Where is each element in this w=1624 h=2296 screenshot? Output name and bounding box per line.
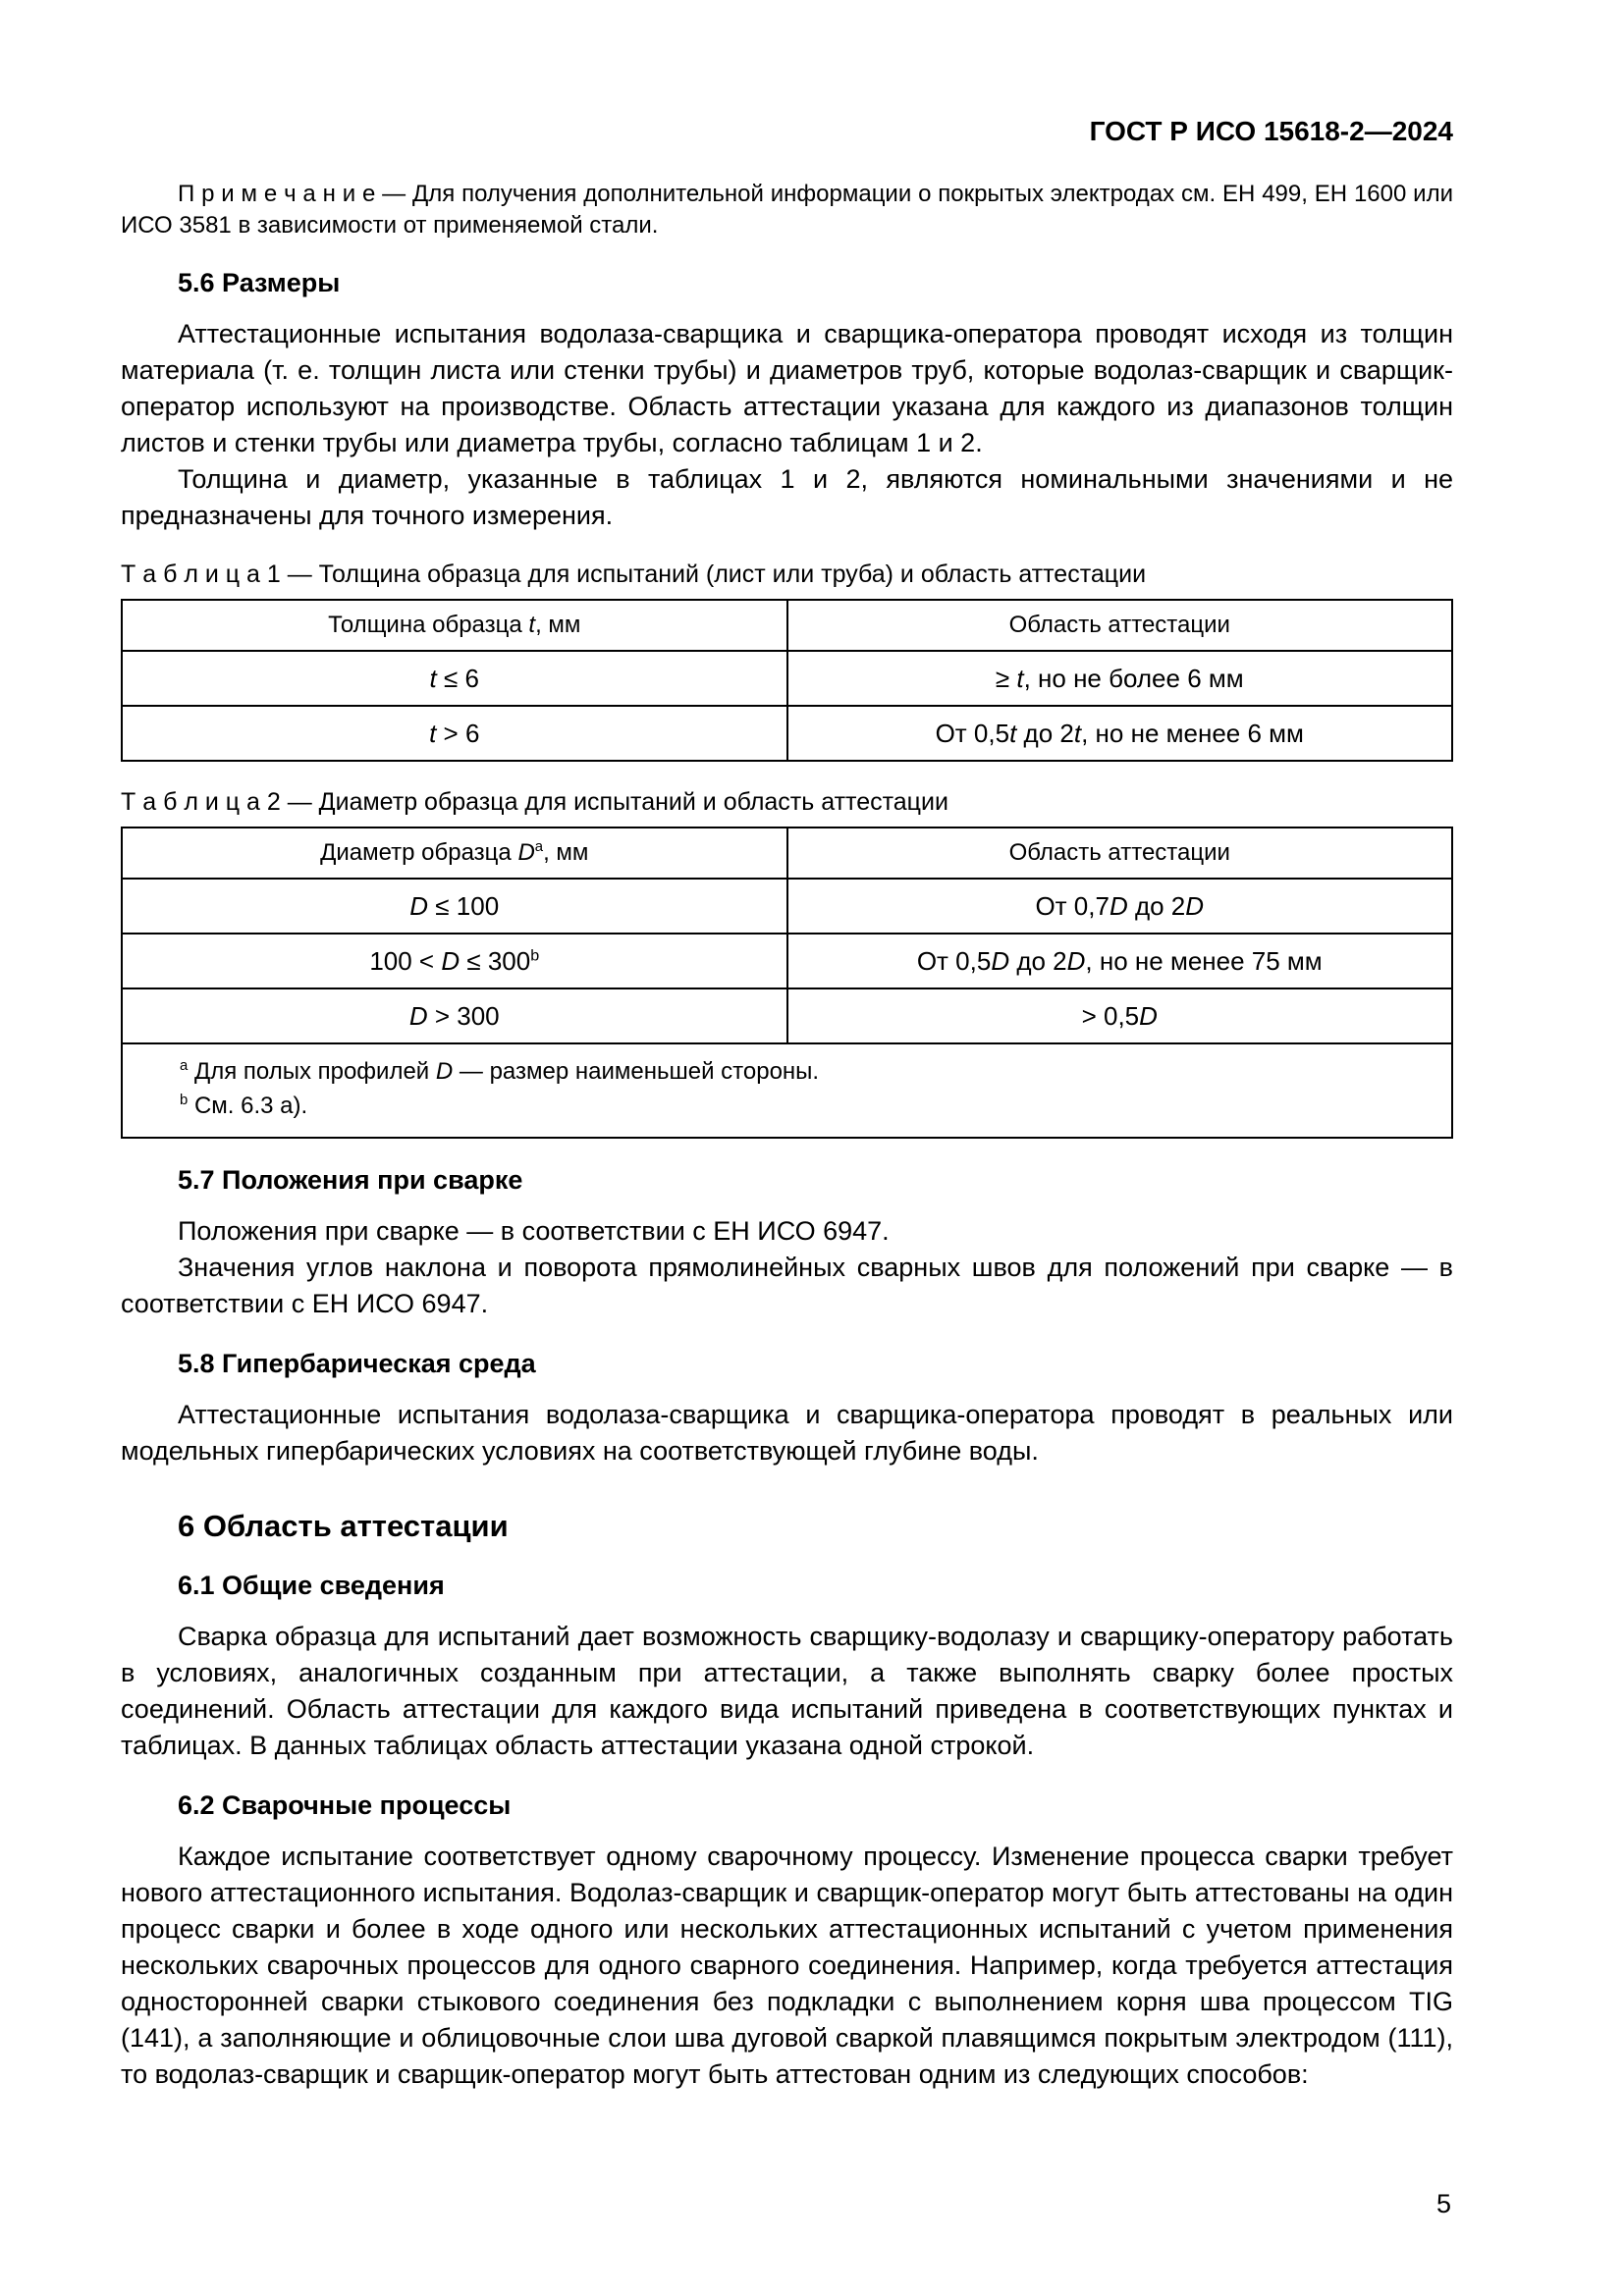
document-code-header: ГОСТ Р ИСО 15618-2—2024	[1089, 116, 1453, 146]
paragraph-5-6-1: Аттестационные испытания водолаза-сварщика и сварщика-оператора проводят исходя из толщин материала (т. е. толщин листа или стенки трубы) и диаметров труб, которые водолаз-сварщик и сварщик-оператор используют на производстве. Область аттестации указана для каждого из диапазонов толщин листов и стенки трубы или диаметра трубы, согласно таблицам 1 и 2.	[121, 319, 1453, 457]
table-2-footnotes-cell	[122, 1043, 1452, 1138]
heading-6-scope-of-qualification: 6 Область аттестации	[178, 1509, 509, 1543]
table-1-col-thickness: Толщина образца t, мм	[122, 600, 787, 651]
paragraph-5-7-1: Положения при сварке — в соответствии с ЕН ИСО 6947.	[178, 1216, 890, 1246]
table-2-cell-diameter-1: D ≤ 100	[122, 879, 787, 934]
note-paragraph: П р и м е ч а н и е — Для получения дополнительной информации о покрытых электродах см. ЕН 499, ЕН 1600 или ИСО 3581 в зависимости от применяемой стали.	[121, 181, 1453, 239]
table-row	[122, 934, 1452, 988]
table-2-cell-diameter-3: D > 300	[122, 988, 787, 1043]
table-2-footnote-b: $^b$ См. 6.3 а).	[180, 1093, 308, 1119]
paragraph-5-8-1: Аттестационные испытания водолаза-сварщика и сварщика-оператора проводят в реальных или модельных гипербарических условиях на соответствующей глубине воды.	[121, 1400, 1453, 1466]
table-row	[122, 651, 1452, 706]
table-2-col-scope: Область аттестации	[787, 828, 1453, 879]
table-1-cell-scope-1: ≥ t, но не более 6 мм	[787, 651, 1453, 706]
table-row	[122, 706, 1452, 761]
paragraph-5-7-2: Значения углов наклона и поворота прямолинейных сварных швов для положений при сварке — в соответствии с ЕН ИСО 6947.	[121, 1253, 1453, 1318]
paragraph-6-1-1: Сварка образца для испытаний дает возможность сварщику-водолазу и сварщику-оператору работать в условиях, аналогичных созданным при аттестации, а также выполнять сварку более простых соединений. Область аттестации для каждого вида испытаний приведена в соответствующих пунктах и таблицах. В данных таблицах область аттестации указана одной строкой.	[121, 1622, 1453, 1760]
table-2-header-row	[122, 828, 1452, 879]
table-footnote-row	[122, 1043, 1452, 1138]
heading-5-8-hyperbaric-environment: 5.8 Гипербарическая среда	[178, 1349, 536, 1378]
table-1-col-scope: Область аттестации	[787, 600, 1453, 651]
table-2-cell-scope-1: От 0,7D до 2D	[787, 879, 1453, 934]
table-1-caption: Т а б л и ц а 1 — Толщина образца для испытаний (лист или труба) и область аттестации	[121, 561, 1147, 588]
table-2-cell-diameter-2: $100 < D \le 300^b$	[122, 934, 787, 988]
heading-6-1-general: 6.1 Общие сведения	[178, 1571, 445, 1600]
table-2-col-diameter: Диаметр образца $D^а$, мм	[122, 828, 787, 879]
table-1-header-row	[122, 600, 1452, 651]
table-2-cell-scope-2: От 0,5D до 2D, но не менее 75 мм	[787, 934, 1453, 988]
heading-5-7-welding-positions: 5.7 Положения при сварке	[178, 1165, 523, 1195]
table-1-cell-thickness-1: t ≤ 6	[122, 651, 787, 706]
table-2-caption: Т а б л и ц а 2 — Диаметр образца для испытаний и область аттестации	[121, 788, 948, 816]
heading-6-2-welding-processes: 6.2 Сварочные процессы	[178, 1790, 512, 1820]
paragraph-6-2-1: Каждое испытание соответствует одному сварочному процессу. Изменение процесса сварки требует нового аттестационного испытания. Водолаз-сварщик и сварщик-оператор могут быть аттестованы на один процесс сварки и более в ходе одного или нескольких аттестационных испытаний с учетом применения нескольких сварочных процессов для одного сварного соединения. Например, когда требуется аттестация односторонней сварки стыкового соединения без подкладки с выполнением корня шва процессом TIG (141), а заполняющие и облицовочные слои шва дуговой сваркой плавящимся покрытым электродом (111), то водолаз-сварщик и сварщик-оператор могут быть аттестован одним из следующих способов:	[121, 1842, 1453, 2089]
page-number: 5	[1435, 2189, 1451, 2218]
table-2-cell-scope-3: > 0,5D	[787, 988, 1453, 1043]
paragraph-5-6-2: Толщина и диаметр, указанные в таблицах 1 и 2, являются номинальными значениями и не предназначены для точного измерения.	[121, 464, 1453, 530]
table-1-specimen-thickness	[121, 599, 1453, 762]
table-2-footnote-a: $^а$ Для полых профилей D — размер наименьшей стороны.	[180, 1058, 820, 1085]
table-row	[122, 879, 1452, 934]
table-2-specimen-diameter	[121, 827, 1453, 1139]
heading-5-6-sizes: 5.6 Размеры	[178, 268, 341, 297]
table-row	[122, 988, 1452, 1043]
table-1-cell-thickness-2: t > 6	[122, 706, 787, 761]
table-1-cell-scope-2: От 0,5t до 2t, но не менее 6 мм	[787, 706, 1453, 761]
